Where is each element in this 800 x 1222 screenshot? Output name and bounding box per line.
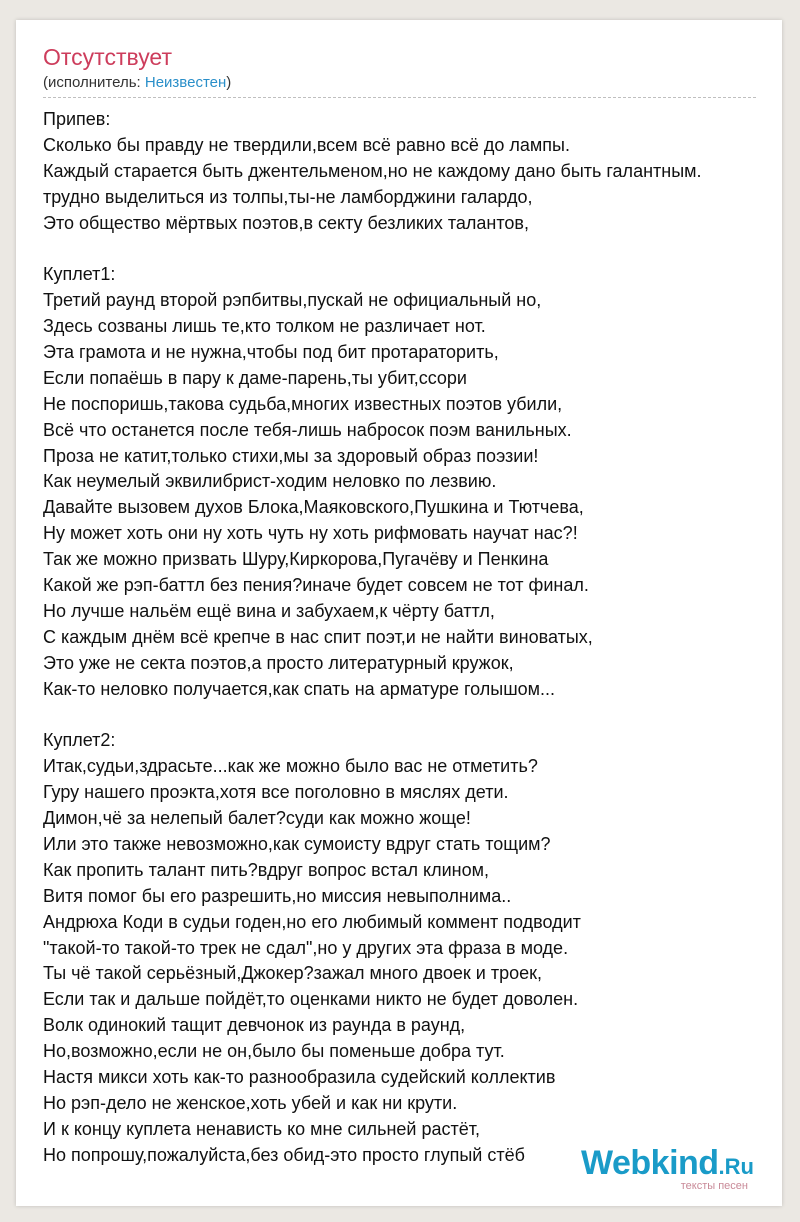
lyric-line: Это уже не секта поэтов,а просто литературный кружок, [43,652,514,673]
lyric-line [43,702,782,728]
lyrics-card [16,20,782,1206]
logo-tagline: тексты песен [680,1180,748,1192]
lyric-line: Куплет2: [43,730,116,751]
lyric-line: трудно выделиться из толпы,ты-не ламборджини галардо, [43,186,533,207]
performer-suffix: ) [226,74,232,91]
lyric-line: Эта грамота и не нужна,чтобы под бит протараторить, [43,342,499,363]
webkind-logo[interactable] [581,1146,754,1192]
lyric-line: Ну может хоть они ну хоть чуть ну хоть рифмовать научат нас?! [43,523,578,544]
lyric-line: Андрюха Коди в судьи годен,но его любимый коммент подводит [43,911,581,932]
lyric-line [43,236,782,262]
lyric-line: Как-то неловко получается,как спать на арматуре голышом... [43,678,556,699]
lyric-line: Всё что останется после тебя-лишь набросок поэм ванильных. [43,419,572,440]
lyric-line: Проза не катит,только стихи,мы за здоровый образ поэзии! [43,445,539,466]
lyric-line: Ты чё такой серьёзный,Джокер?зажал много двоек и троек, [43,963,542,984]
lyric-line: Так же можно призвать Шуру,Киркорова,Пугачёву и Пенкина [43,549,549,570]
lyrics-text [43,107,782,1169]
lyric-line: Волк одинокий тащит девчонок из раунда в раунд, [43,1015,466,1036]
lyric-line: И к концу куплета ненависть ко мне сильней растёт, [43,1118,480,1139]
logo-name: Webkind [581,1144,719,1182]
lyric-line: С каждым днём всё крепче в нас спит поэт,и не найти виноватых, [43,626,593,647]
lyric-line: Димон,чё за нелепый балет?суди как можно жоще! [43,808,471,829]
lyric-line: "такой-то такой-то трек не сдал",но у других эта фраза в моде. [43,937,569,958]
lyric-line: Куплет1: [43,264,116,285]
lyric-line: Не поспоришь,такова судьба,многих известных поэтов убили, [43,393,563,414]
performer-link[interactable]: Неизвестен [144,74,227,91]
lyric-line: Третий раунд второй рэпбитвы,пускай не официальный но, [43,290,542,311]
song-title: Отсутствует [43,44,172,70]
lyric-line: Это общество мёртвых поэтов,в секту безликих талантов, [43,212,529,233]
lyric-line: Но рэп-дело не женское,хоть убей и как ни крути. [43,1092,458,1113]
lyric-line: Сколько бы правду не твердили,всем всё равно всё до лампы. [43,134,570,155]
performer-prefix: (исполнитель: [43,74,145,91]
lyric-line: Но лучше нальём ещё вина и забухаем,к чёрту баттл, [43,600,495,621]
lyric-line: Как пропить талант пить?вдруг вопрос встал клином, [43,859,490,880]
lyric-line: Витя помог бы его разрешить,но миссия невыполнима.. [43,885,512,906]
lyric-line: Но попрошу,пожалуйста,без обид-это просто глупый стёб [43,1144,525,1165]
lyric-line: Если так и дальше пойдёт,то оценками никто не будет доволен. [43,989,579,1010]
logo-tld: .Ru [718,1154,754,1179]
lyric-line: Или это также невозможно,как сумоисту вдруг стать тощим? [43,833,551,854]
lyric-line: Итак,судьи,здрасьте...как же можно было вас не отметить? [43,756,538,777]
lyric-line: Если попаёшь в пару к даме-парень,ты убит,ссори [43,367,467,388]
lyric-line: Здесь созваны лишь те,кто толком не различает нот. [43,316,486,337]
lyric-line: Но,возможно,если не он,было бы поменьше добра тут. [43,1041,505,1062]
lyric-line: Припев: [43,109,111,129]
lyric-line: Давайте вызовем духов Блока,Маяковского,Пушкина и Тютчева, [43,497,584,518]
lyric-line: Какой же рэп-баттл без пения?иначе будет совсем не тот финал. [43,575,589,596]
lyric-line: Гуру нашего проэкта,хотя все поголовно в мяслях дети. [43,782,509,803]
performer-line [43,75,231,90]
divider [43,97,756,98]
lyric-line: Настя микси хоть как-то разнообразила судейский коллектив [43,1066,556,1087]
lyric-line: Как неумелый эквилибрист-ходим неловко по лезвию. [43,471,497,492]
lyric-line: Каждый старается быть джентельменом,но не каждому дано быть галантным. [43,160,702,181]
